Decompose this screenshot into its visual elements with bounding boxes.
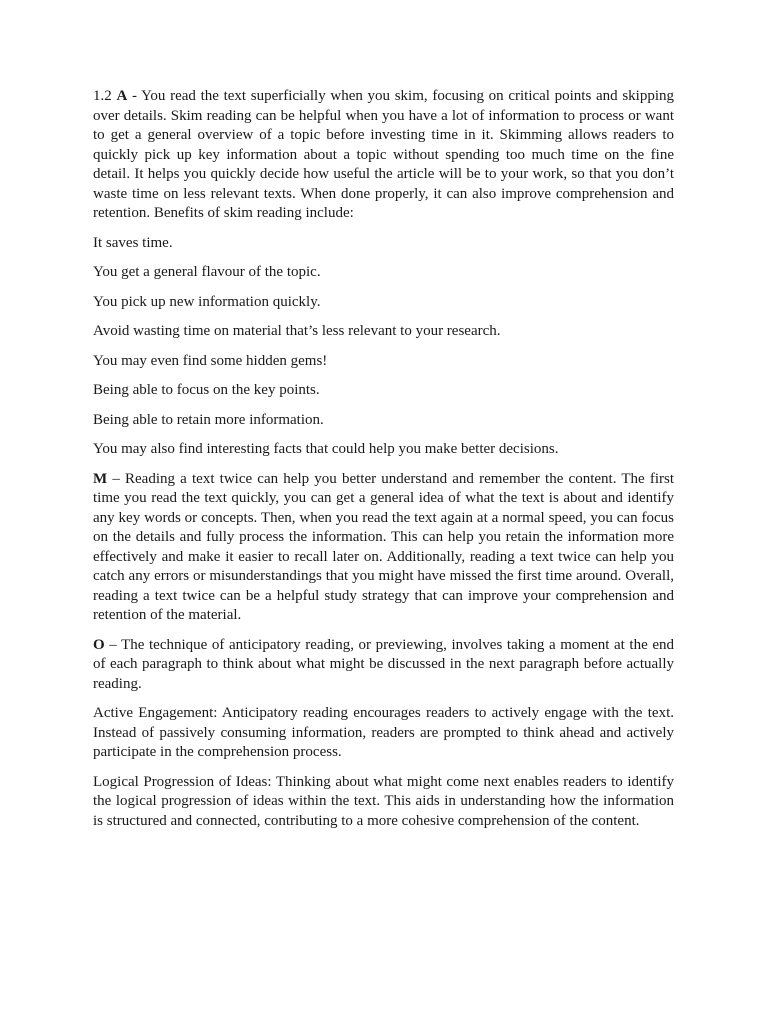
logical-progression-paragraph: Logical Progression of Ideas: Thinking about what might come next enables readers to identify the logical progression of ideas within the text. This aids in understanding how the information is structured and connected, contributing to a more cohesive comprehension of the content. [93, 773, 674, 829]
benefit-item: You pick up new information quickly. [93, 293, 321, 310]
benefit-item: You get a general flavour of the topic. [93, 264, 321, 280]
section-o-label: O [93, 636, 105, 653]
benefit-item: You may even find some hidden gems! [93, 352, 328, 369]
section-a-text: - You read the text superficially when you skim, focusing on critical points and skipping over details. Skim reading can be helpful when you have a lot of information to process or want to get a general overview of a topic before investing time in it. Skimming allows readers to quickly pick up key information about a topic without spending too much time on the fine detail. It helps you quickly decide how useful the article will be to your work, so that you don’t waste time on less relevant texts. When done properly, it can also improve comprehension and retention. Benefits of skim reading include: [93, 88, 674, 221]
benefit-item: Avoid wasting time on material that’s less relevant to your research. [93, 323, 501, 339]
section-o-paragraph [93, 636, 674, 695]
section-m-text: – Reading a text twice can help you better understand and remember the content. The first time you read the text quickly, you can get a general idea of what the text is about and identify any key words or concepts. Then, when you read the text again at a normal speed, you can focus on the details and fully process the information. This can help you retain the information more effectively and make it easier to recall later on. Additionally, reading a text twice can help you catch any errors or misunderstandings that you might have missed the first time around. Overall, reading a text twice can be a helpful study strategy that can improve your comprehension and retention of the material. [93, 470, 674, 623]
benefit-item: Being able to focus on the key points. [93, 382, 320, 398]
benefit-item: It saves time. [93, 234, 173, 251]
section-m-label: M [93, 470, 108, 487]
section-a-label: A [116, 88, 128, 104]
benefit-item: You may also find interesting facts that could help you make better decisions. [93, 441, 559, 457]
section-o-text: – The technique of anticipatory reading, or previewing, involves taking a moment at the end of each paragraph to think about what might be discussed in the next paragraph before actually reading. [93, 636, 674, 692]
section-m-paragraph [93, 470, 674, 626]
active-engagement-paragraph: Active Engagement: Anticipatory reading encourages readers to actively engage with the text. Instead of passively consuming information, readers are prompted to think ahead and actively participate in the comprehension process. [93, 705, 674, 760]
section-a-paragraph [93, 87, 674, 224]
section-number: 1.2 [93, 88, 117, 104]
benefit-item: Being able to retain more information. [93, 411, 324, 428]
document-page [93, 87, 674, 841]
